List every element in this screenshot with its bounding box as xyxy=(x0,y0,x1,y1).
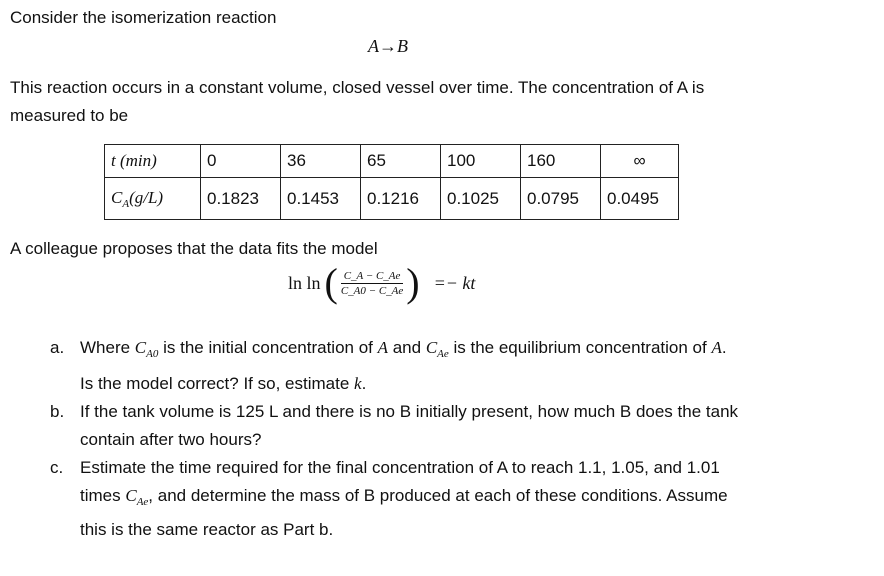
equation-lhs: ln ln xyxy=(288,272,321,293)
question-b-line-1: If the tank volume is 125 L and there is no B initially present, how much B does the tank xyxy=(80,402,739,421)
table-cell: ∞ xyxy=(601,145,679,178)
model-equation xyxy=(288,260,476,305)
question-c-label: c. xyxy=(50,458,64,477)
description-line-1: This reaction occurs in a constant volume, closed vessel over time. The concentration of A is xyxy=(10,78,705,97)
conc-header-var: C xyxy=(111,187,123,207)
table-cell: 100 xyxy=(441,145,521,178)
table-header-time xyxy=(105,145,201,178)
text: times xyxy=(80,486,126,505)
text: . xyxy=(721,338,727,357)
table-cell: 65 xyxy=(361,145,441,178)
table-row-time xyxy=(105,145,679,178)
text: and xyxy=(388,338,426,357)
question-c-line-1: Estimate the time required for the final concentration of A to reach 1.1, 1.05, and 1.01 xyxy=(80,458,720,477)
left-paren: ( xyxy=(324,260,338,305)
question-b-label: b. xyxy=(50,402,65,421)
conc-header-unit: (g/L) xyxy=(129,187,164,207)
table-header-concentration xyxy=(105,178,201,220)
equation-denominator: C_A0 − C_Ae xyxy=(340,284,404,297)
question-b-line-2: contain after two hours? xyxy=(80,430,262,449)
table-cell: 0.0795 xyxy=(521,178,601,220)
concentration-table xyxy=(104,144,679,220)
question-c-line-3: this is the same reactor as Part b. xyxy=(80,520,334,539)
text: Is the model correct? If so, estimate xyxy=(80,374,355,393)
right-paren: ) xyxy=(406,260,420,305)
intro-text: Consider the isomerization reaction xyxy=(10,8,277,27)
conc-header-sub: A xyxy=(122,197,130,210)
table-cell: 0.0495 xyxy=(601,178,679,220)
var-c: C xyxy=(425,338,438,357)
equation-fraction xyxy=(338,270,406,297)
sub-ae: Ae xyxy=(437,348,449,360)
var-c: C xyxy=(134,338,147,357)
text: is the initial concentration of xyxy=(158,338,378,357)
var-c: C xyxy=(125,486,137,505)
equation-numerator: C_A − C_Ae xyxy=(341,270,404,284)
table-cell: 36 xyxy=(281,145,361,178)
table-cell: 0.1453 xyxy=(281,178,361,220)
table-cell: 0.1216 xyxy=(361,178,441,220)
table-row-concentration xyxy=(105,178,679,220)
var-a: A xyxy=(711,338,722,357)
text: is the equilibrium concentration of xyxy=(448,338,712,357)
description-line-2: measured to be xyxy=(10,106,129,125)
table-cell: 0.1823 xyxy=(201,178,281,220)
text: , and determine the mass of B produced at each of these conditions. Assume xyxy=(148,486,728,505)
question-a-line-1 xyxy=(80,338,727,360)
var-k: k xyxy=(354,374,362,393)
question-a-line-2 xyxy=(80,374,366,394)
var-a: A xyxy=(377,338,388,357)
text: Where xyxy=(80,338,135,357)
table-cell: 160 xyxy=(521,145,601,178)
sub-ae: Ae xyxy=(136,496,149,508)
sub-a0: A0 xyxy=(146,348,159,360)
question-a-label: a. xyxy=(50,338,65,357)
time-header-label: t (min) xyxy=(111,151,157,170)
equation-rhs: =− kt xyxy=(433,272,476,293)
table-cell: 0 xyxy=(201,145,281,178)
model-intro: A colleague proposes that the data fits the model xyxy=(10,239,378,258)
table-cell: 0.1025 xyxy=(441,178,521,220)
question-c-line-2 xyxy=(80,486,728,508)
reaction-equation: A→B xyxy=(368,36,408,56)
text: . xyxy=(361,374,367,393)
